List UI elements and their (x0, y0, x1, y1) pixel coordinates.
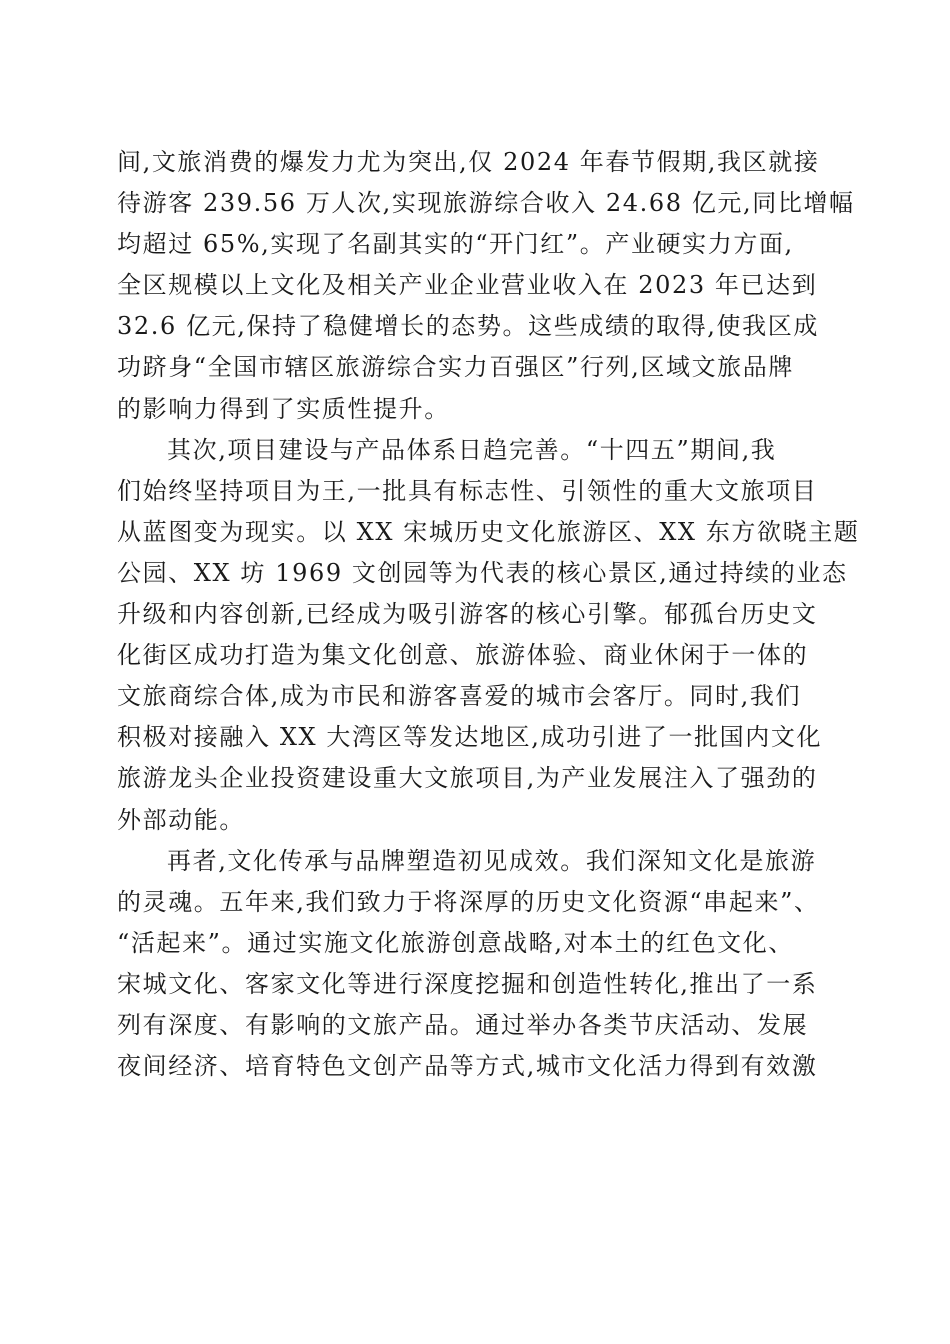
text-line: 夜间经济、培育特色文创产品等方式,城市文化活力得到有效激 (117, 1052, 818, 1081)
text-line: 们始终坚持项目为王,一批具有标志性、引领性的重大文旅项目 (117, 476, 818, 505)
text-line: 待游客 239.56 万人次,实现旅游综合收入 24.68 亿元,同比增幅 (117, 189, 855, 218)
text-line: 32.6 亿元,保持了稳健增长的态势。这些成绩的取得,使我区成 (117, 312, 819, 341)
text-line: 再者,文化传承与品牌塑造初见成效。我们深知文化是旅游 (167, 846, 817, 875)
text-line: 的影响力得到了实质性提升。 (117, 394, 450, 423)
text-line: 公园、XX 坊 1969 文创园等为代表的核心景区,通过持续的业态 (117, 558, 848, 587)
text-line: 升级和内容创新,已经成为吸引游客的核心引擎。郁孤台历史文 (117, 600, 818, 629)
paragraph (117, 841, 829, 1088)
document-body (117, 142, 860, 1087)
text-line: 化街区成功打造为集文化创意、旅游体验、商业休闲于一体的 (117, 641, 809, 670)
text-line: 的灵魂。五年来,我们致力于将深厚的历史文化资源“串起来”、 (117, 887, 820, 916)
text-line: 积极对接融入 XX 大湾区等发达地区,成功引进了一批国内文化 (117, 723, 823, 752)
paragraph (117, 142, 855, 430)
text-line: 其次,项目建设与产品体系日趋完善。“十四五”期间,我 (167, 435, 777, 464)
text-line: 宋城文化、客家文化等进行深度挖掘和创造性转化,推出了一系 (117, 969, 818, 998)
paragraph (117, 430, 860, 841)
text-line: 间,文旅消费的爆发力尤为突出,仅 2024 年春节假期,我区就接 (117, 148, 820, 176)
text-line: 文旅商综合体,成为市民和游客喜爱的城市会客厅。同时,我们 (117, 682, 802, 711)
text-line: 旅游龙头企业投资建设重大文旅项目,为产业发展注入了强劲的 (117, 764, 818, 793)
text-line: 列有深度、有影响的文旅产品。通过举办各类节庆活动、发展 (117, 1010, 809, 1039)
text-line: 从蓝图变为现实。以 XX 宋城历史文化旅游区、XX 东方欲晓主题 (117, 517, 860, 546)
text-line: 外部动能。 (117, 805, 245, 834)
text-line: “活起来”。通过实施文化旅游创意战略,对本土的红色文化、 (117, 928, 794, 957)
text-line: 全区规模以上文化及相关产业企业营业收入在 2023 年已达到 (117, 271, 818, 300)
text-line: 功跻身“全国市辖区旅游综合实力百强区”行列,区域文旅品牌 (117, 353, 794, 382)
text-line: 均超过 65%,实现了名副其实的“开门红”。产业硬实力方面, (117, 230, 794, 259)
